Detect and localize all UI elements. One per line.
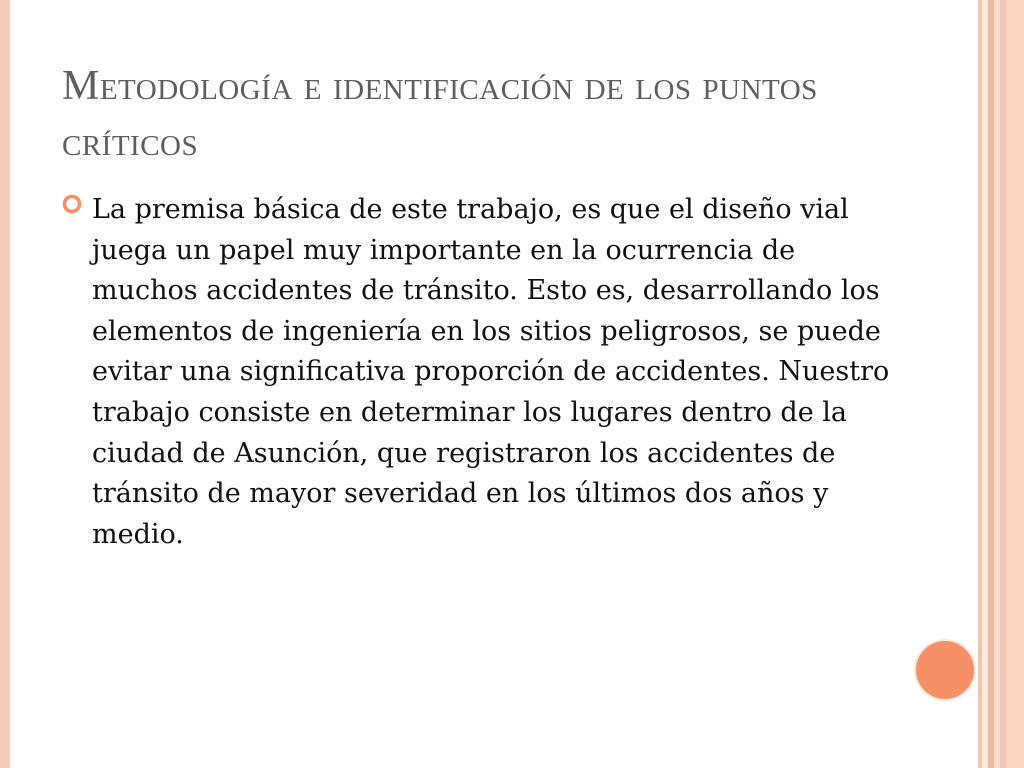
- orange-circle-decoration: [914, 639, 976, 701]
- bullet-text: La premisa básica de este trabajo, es que el diseño vial juega un papel muy importante en la ocurrencia de muchos accidentes de tránsito. Esto es, desarrollando los elementos de ingeniería en los sitios peligrosos, se puede evitar una significativa proporción de accidentes. Nuestro trabajo consiste en determinar los lugares dentro de la ciudad de Asunción, que registraron los accidentes de tránsito de mayor severidad en los últimos dos años y medio.: [92, 194, 890, 550]
- slide-title: Metodología e identificación de los puntos críticos: [62, 63, 818, 165]
- right-stripe-decoration: [1006, 0, 1024, 768]
- left-border-decoration: [0, 0, 10, 768]
- circle-bullet-icon: [62, 194, 82, 214]
- bullet-item: [62, 190, 892, 555]
